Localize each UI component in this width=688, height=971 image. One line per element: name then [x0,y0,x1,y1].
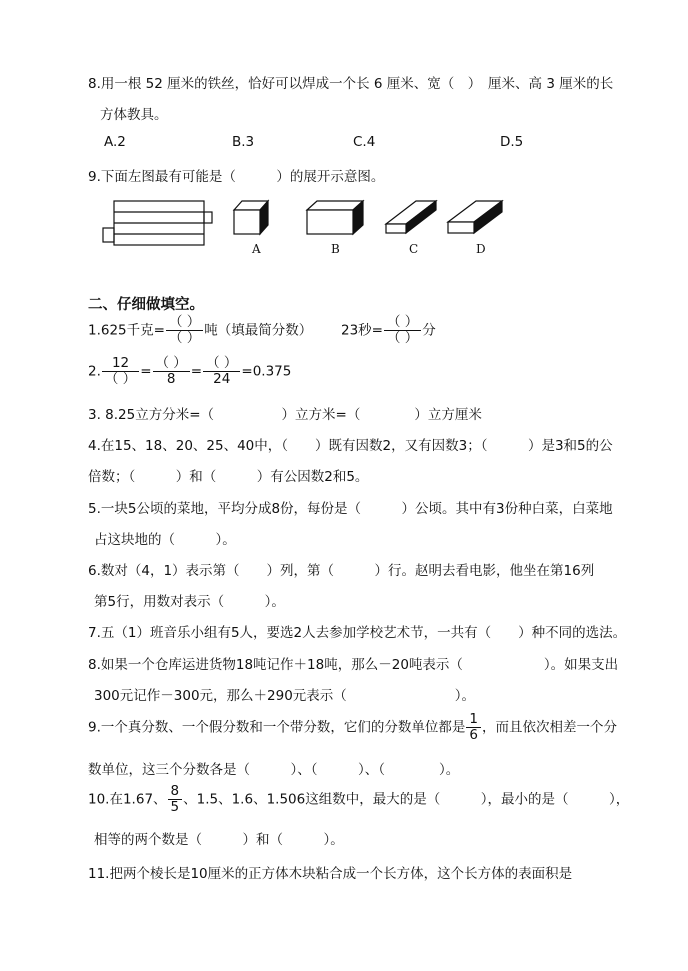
label-b: B [331,242,340,256]
fill-2 [88,356,291,387]
fill-10-fraction [168,784,183,815]
q8-option-a: A.2 [104,134,126,150]
fill-10-pre: 10.在1.67、 [88,791,167,808]
fill-6-line2: 第5行，用数对表示（ ）。 [94,594,285,610]
q8-line1: 8.用一根 52 厘米的铁丝，恰好可以焊成一个长 6 厘米、宽（ ） 厘米、高 3 厘米的长 [88,76,614,92]
fill-1-fraction [166,315,203,346]
fill-8-line1: 8.如果一个仓库运进货物18吨记作＋18吨，那么－20吨表示（ ）。如果支出 [88,657,619,673]
fill-10-line2: 相等的两个数是（ ）和（ ）。 [94,832,344,848]
fill-1b-den: （ ） [387,329,419,346]
fill-1-num: （ ） [166,315,203,331]
fill-1-post: 吨（填最简分数） [204,322,313,339]
label-d: D [476,242,486,256]
q8-line2: 方体教具。 [100,107,168,123]
fill-1b [341,315,436,346]
shape-c-bar [384,198,440,238]
fill-1b-fraction [384,315,421,346]
fill-11: 11.把两个棱长是10厘米的正方体木块粘合成一个长方体，这个长方体的表面积是 [88,866,573,882]
fill-1b-num: （ ） [384,315,421,331]
shape-b-cuboid [305,198,367,238]
shape-d-bar [446,198,506,238]
fill-9-fraction [466,712,481,743]
label-a: A [252,242,261,256]
q8-option-c: C.4 [353,134,376,150]
fill-9-num: 1 [466,712,481,728]
fill-9-line2: 数单位，这三个分数各是（ ）、（ ）、（ ）。 [88,762,460,778]
fill-1b-pre: 23秒= [341,322,383,339]
fill-5-line1: 5.一块5公顷的菜地，平均分成8份，每份是（ ）公顷。其中有3份种白菜，白菜地 [88,501,613,517]
fill-7: 7.五（1）班音乐小组有5人，要选2人去参加学校艺术节，一共有（ ）种不同的选法。 [88,625,627,641]
fill-2-d3: 24 [213,370,231,387]
section-2-title: 二、仔细做填空。 [88,297,204,313]
fill-1-pre: 1.625千克= [88,322,165,339]
fill-6-line1: 6.数对（4，1）表示第（ ）列，第（ ）行。赵明去看电影，他坐在第16列 [88,563,595,579]
label-c: C [409,242,419,256]
fill-8-line2: 300元记作－300元，那么＋290元表示（ ）。 [94,688,476,704]
shape-a-cube [232,198,272,238]
fill-10-post: 、1.5、1.6、1.506这组数中，最大的是（ ），最小的是（ ）， [183,791,630,808]
fill-2-d2: 8 [166,370,176,387]
fill-9-post: ，而且依次相差一个分 [481,719,617,736]
fill-2-eq1: = [140,363,152,380]
fill-2-n1: 12 [102,356,139,372]
fill-5-line2: 占这块地的（ ）。 [94,532,236,548]
fill-1-den: （ ） [168,329,201,346]
fill-9-pre: 9.一个真分数、一个假分数和一个带分数，它们的分数单位都是 [88,719,466,736]
fill-2-frac-2 [153,356,190,387]
fill-1 [88,315,312,346]
fill-4-line2: 倍数；（ ）和（ ）有公因数2和5。 [88,469,369,485]
net-diagram [100,198,215,250]
fill-9-line1 [88,712,617,743]
q8-option-b: B.3 [232,134,255,150]
fill-4-line1: 4.在15、18、20、25、40中，（ ）既有因数2，又有因数3；（ ）是3和5的公 [88,438,613,454]
fill-10-den: 5 [170,798,180,815]
fill-1b-post: 分 [422,322,436,339]
fill-2-n2: （ ） [153,356,190,372]
fill-2-d1: （ ） [104,370,137,387]
fill-9-den: 6 [469,726,478,743]
fill-2-eq2: = [190,363,203,380]
q8-option-d: D.5 [500,134,524,150]
fill-2-pre: 2. [88,363,101,380]
fill-2-post: =0.375 [241,363,292,380]
fill-10-num: 8 [168,784,183,800]
fill-10-line1 [88,784,629,815]
fill-2-n3: （ ） [203,356,240,372]
q9-text: 9.下面左图最有可能是（ ）的展开示意图。 [88,169,385,185]
fill-2-frac-3 [203,356,240,387]
fill-3: 3. 8.25立方分米=（ ）立方米=（ ）立方厘米 [88,407,482,423]
fill-2-frac-1 [102,356,139,387]
